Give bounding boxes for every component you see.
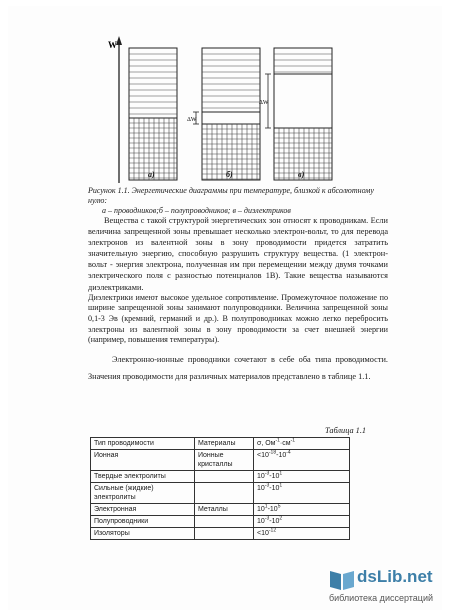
delta-w-label: ΔW xyxy=(259,100,269,106)
row-sigma: $10^{-3}-10^2$ xyxy=(254,516,350,528)
row-type: Изоляторы xyxy=(91,528,195,540)
watermark[interactable] xyxy=(327,565,445,613)
row-sigma: $10^1-10^5$ xyxy=(254,504,350,516)
row-type: Полупроводники xyxy=(91,516,195,528)
table-row xyxy=(91,483,350,504)
energy-diagram-figure xyxy=(0,0,450,190)
panel-dielectric xyxy=(259,48,332,180)
header-sigma: σ, $Ом^{-1}\cdot см^{-1}$ xyxy=(254,438,350,450)
row-material xyxy=(195,471,254,483)
table-title: Таблица 1.1 xyxy=(325,426,367,435)
panel-semiconductor xyxy=(187,48,260,180)
w-axis-label: W xyxy=(108,40,117,50)
caption-line-2: а – проводников;б – полупроводников; в – диэлектриков xyxy=(102,206,291,215)
book-logo-icon xyxy=(327,565,357,593)
panel-label: а) xyxy=(148,170,155,179)
panel-frame xyxy=(274,48,332,180)
table-row xyxy=(91,471,350,483)
table-row xyxy=(91,528,350,540)
row-type: Сильные (жидкие) электролиты xyxy=(91,483,195,504)
delta-w-label: ΔW xyxy=(187,117,197,123)
row-type: Твердые электролиты xyxy=(91,471,195,483)
panel-label: в) xyxy=(298,170,305,179)
table-row xyxy=(91,504,350,516)
row-type: Электронная xyxy=(91,504,195,516)
header-material: Материалы xyxy=(195,438,254,450)
table-row xyxy=(91,450,350,471)
figure-caption xyxy=(88,186,388,216)
header-type: Тип проводимости xyxy=(91,438,195,450)
body-text xyxy=(88,215,388,385)
row-sigma: $10^{-3}-10^1$ xyxy=(254,471,350,483)
paragraph-1: Вещества с такой структурой энергетических зон относят к проводникам. Если величина запрещенной зоны превышает несколько электрон-вольт, то для перевода электронов из валентной зоны в зону проводимости придется затратить значительную энергию, способную разрушить структуру вещества. (1 электрон-вольт - энергия электрона, полученная им при перемещении между двумя точками электрического поля с разностью потенциалов 1В). Такие вещества называются диэлектриками. xyxy=(88,216,388,292)
panel-conductor xyxy=(129,48,177,180)
row-material: Металлы xyxy=(195,504,254,516)
conductivity-table xyxy=(90,437,350,540)
row-material xyxy=(195,528,254,540)
row-material xyxy=(195,483,254,504)
row-material xyxy=(195,516,254,528)
watermark-logo: dsLib.net xyxy=(357,567,433,586)
panel-frame xyxy=(202,48,260,180)
row-sigma: $<10^{-18}-10^{-4}$ xyxy=(254,450,350,471)
table-row xyxy=(91,516,350,528)
caption-line-1: Рисунок 1.1. Энергетические диаграммы при температуре, близкой к абсолютному нулю: xyxy=(88,186,374,205)
panel-label: б) xyxy=(226,170,233,179)
row-sigma: $10^{-3}-10^1$ xyxy=(254,483,350,504)
row-type: Ионная xyxy=(91,450,195,471)
table-header-row xyxy=(91,438,350,450)
row-material: Ионные кристаллы xyxy=(195,450,254,471)
row-sigma: $<10^{-12}$ xyxy=(254,528,350,540)
watermark-subtitle: библиотека диссертаций xyxy=(329,593,434,603)
paragraph-3: Электронно-ионные проводники сочетают в себе оба типа проводимости. Значения проводимости для различных материалов представлено в таблице 1.1. xyxy=(88,355,388,382)
paragraph-2: Диэлектрики имеют высокое удельное сопротивление. Промежуточное положение по ширине запрещенной зоны занимают полупроводники. Величина запрещенной зоны 0,1-3 Эв (кремний, германий и др.). В полупроводниках можно легко перебросить электроны из валентной зоны в зону проводимости за счет внешней энергии (например, повышения температуры). xyxy=(88,292,388,345)
